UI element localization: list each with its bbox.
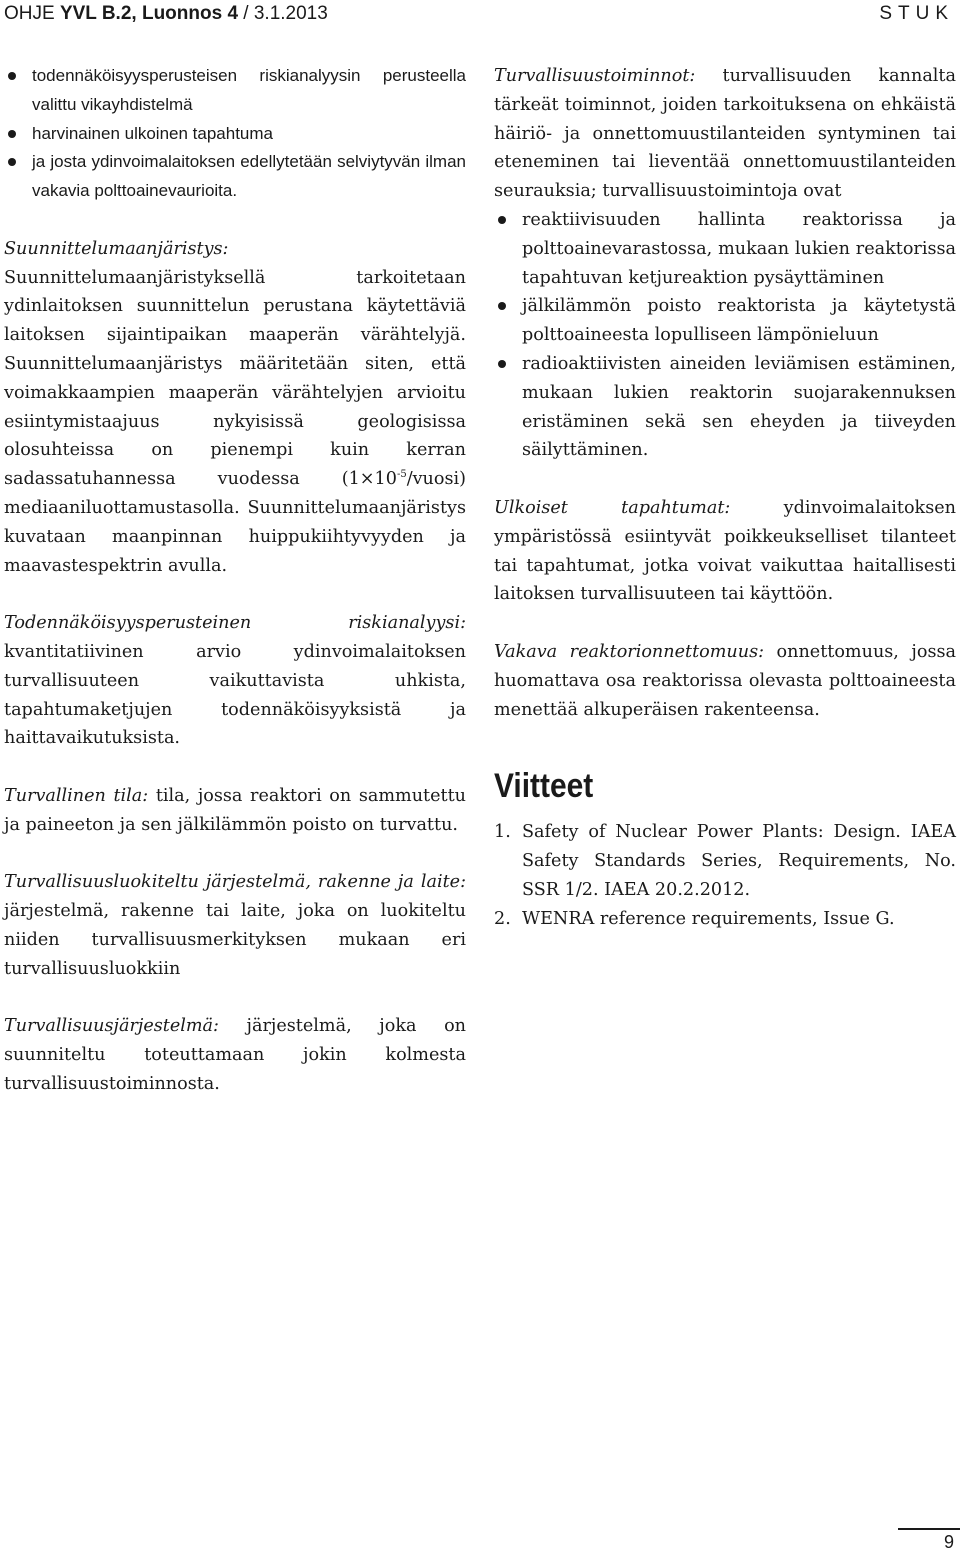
definition-term: Turvallisuustoiminnot: <box>494 66 696 86</box>
bullet-list <box>4 62 466 206</box>
doc-prefix: OHJE <box>4 3 60 24</box>
list-item-text: radioaktiivisten aineiden leviämisen estäminen, mukaan lukien reaktorin suojarakennuksen eristäminen sekä sen eheyden ja tiiveyden säilyttäminen. <box>522 353 956 461</box>
bullet-icon <box>498 360 506 368</box>
list-item-text: harvinainen ulkoinen tapahtuma <box>32 123 274 143</box>
reference-number: 1. <box>494 822 511 843</box>
references-heading: Viitteet <box>494 767 594 806</box>
list-item <box>4 120 466 149</box>
bullet-icon <box>8 158 16 166</box>
list-item-text: todennäköisyysperusteisen riskianalyysin perusteella valittu vikayhdistelmä <box>32 66 466 114</box>
definition-text: Suunnittelumaanjäristyksellä tarkoitetaan ydinlaitoksen suunnittelun perustana käytettäviä laitoksen sijaintipaikan maaperän värähtelyjä. Suunnittelumaanjäristys määritetään siten, että voimakkaampien maaperän värähtelyjen arvioitu esiintymistaajuus nykyisissä geologisissa olosuhteissa on pienempi kuin kerran sadassatuhannessa vuodessa (1×10 <box>4 267 466 490</box>
bullet-icon <box>498 302 506 310</box>
definition-severe-accident <box>494 638 956 724</box>
definition-term: Vakava reaktorionnettomuus: <box>494 641 765 662</box>
list-item <box>4 148 466 206</box>
definition-safety-functions <box>494 62 956 206</box>
left-column <box>4 62 466 1099</box>
document-identifier <box>4 2 328 26</box>
doc-id: YVL B.2, Luonnos 4 <box>59 3 239 24</box>
list-item <box>494 292 956 350</box>
definition-term: Turvallisuusjärjestelmä: <box>4 1016 219 1037</box>
page-header <box>0 0 960 32</box>
definition-term: Ulkoiset tapahtumat: <box>494 497 731 518</box>
reference-number: 2. <box>494 908 511 929</box>
list-item <box>494 350 956 465</box>
bullet-icon <box>8 130 16 138</box>
definition-text: tila, jossa reaktori on sammutettu ja paineeton ja sen jälkilämmön poisto on turvattu. <box>4 785 466 835</box>
definition-safety-classified <box>4 868 466 983</box>
page-number: 9 <box>943 1532 954 1552</box>
reference-text: WENRA reference requirements, Issue G. <box>522 908 895 929</box>
definition-term: Turvallisuusluokiteltu järjestelmä, rakenne ja laite: <box>4 872 466 893</box>
safety-functions-list <box>494 206 956 465</box>
definition-text: turvallisuuden kannalta tärkeät toiminnot, joiden tarkoituksena on ehkäistä häiriö- ja onnettomuustilanteiden syntyminen tai eteneminen tai lieventää onnettomuustilanteiden seurauksia; turvallisuustoimintoja ovat <box>494 66 956 202</box>
definition-term: Turvallinen tila: <box>4 785 149 806</box>
definition-text: ydinvoimalaitoksen ympäristössä esiintyvät poikkeukselliset tilanteet tai tapahtumat, jotka voivat vaikuttaa haitallisesti laitoksen turvallisuuteen tai käyttöön. <box>494 497 956 605</box>
definition-text: kvantitatiivinen arvio ydinvoimalaitoksen turvallisuuteen vaikuttavista uhkista, tapahtumaketjujen todennäköisyyksistä ja haittavaikutuksista. <box>4 641 466 749</box>
organization-name: STUK <box>879 3 954 24</box>
exponent: -5 <box>396 469 407 481</box>
list-item-text: ja josta ydinvoimalaitoksen edellytetään selviytyvän ilman vakavia polttoainevaurioita. <box>32 152 466 201</box>
definition-text: onnettomuus, jossa huomattava osa reaktorissa olevasta polttoaineesta menettää alkuperäisen rakenteensa. <box>494 641 956 720</box>
right-column <box>494 62 956 934</box>
definition-term: Todennäköisyysperusteinen riskianalyysi: <box>4 613 466 634</box>
reference-text: Safety of Nuclear Power Plants: Design. IAEA Safety Standards Series, Requirements, No. SSR 1/2. IAEA 20.2.2012. <box>522 822 956 900</box>
definition-pra <box>4 609 466 753</box>
bullet-icon <box>498 216 506 224</box>
list-item <box>4 62 466 120</box>
reference-item <box>494 905 956 934</box>
reference-item <box>494 818 956 904</box>
definition-design-earthquake <box>4 235 466 581</box>
definition-external-events <box>494 494 956 609</box>
definition-text: järjestelmä, rakenne tai laite, joka on luokiteltu niiden turvallisuusmerkityksen mukaan eri turvallisuusluokkiin <box>4 901 466 979</box>
definition-term: Suunnittelumaanjäristys: <box>4 238 229 259</box>
list-item <box>494 206 956 292</box>
definition-text: järjestelmä, joka on suunniteltu toteuttamaan jokin kolmesta turvallisuustoiminnosta. <box>4 1016 466 1094</box>
definition-text-cont: /vuosi) mediaaniluottamustasolla. Suunnittelumaanjäristys kuvataan maanpinnan huippukiihtyvyyden ja maavastespektrin avulla. <box>4 469 466 576</box>
definition-safe-state <box>4 782 466 840</box>
list-item-text: reaktiivisuuden hallinta reaktorissa ja polttoainevarastossa, mukaan lukien reaktorissa tapahtuvan ketjureaktion pysäyttäminen <box>522 209 956 288</box>
list-item-text: jälkilämmön poisto reaktorista ja käytetystä polttoaineesta lopulliseen lämpönieluun <box>522 296 956 346</box>
bullet-icon <box>8 72 16 80</box>
references-list <box>494 818 956 933</box>
doc-date: / 3.1.2013 <box>238 3 328 24</box>
definition-safety-system <box>4 1012 466 1098</box>
